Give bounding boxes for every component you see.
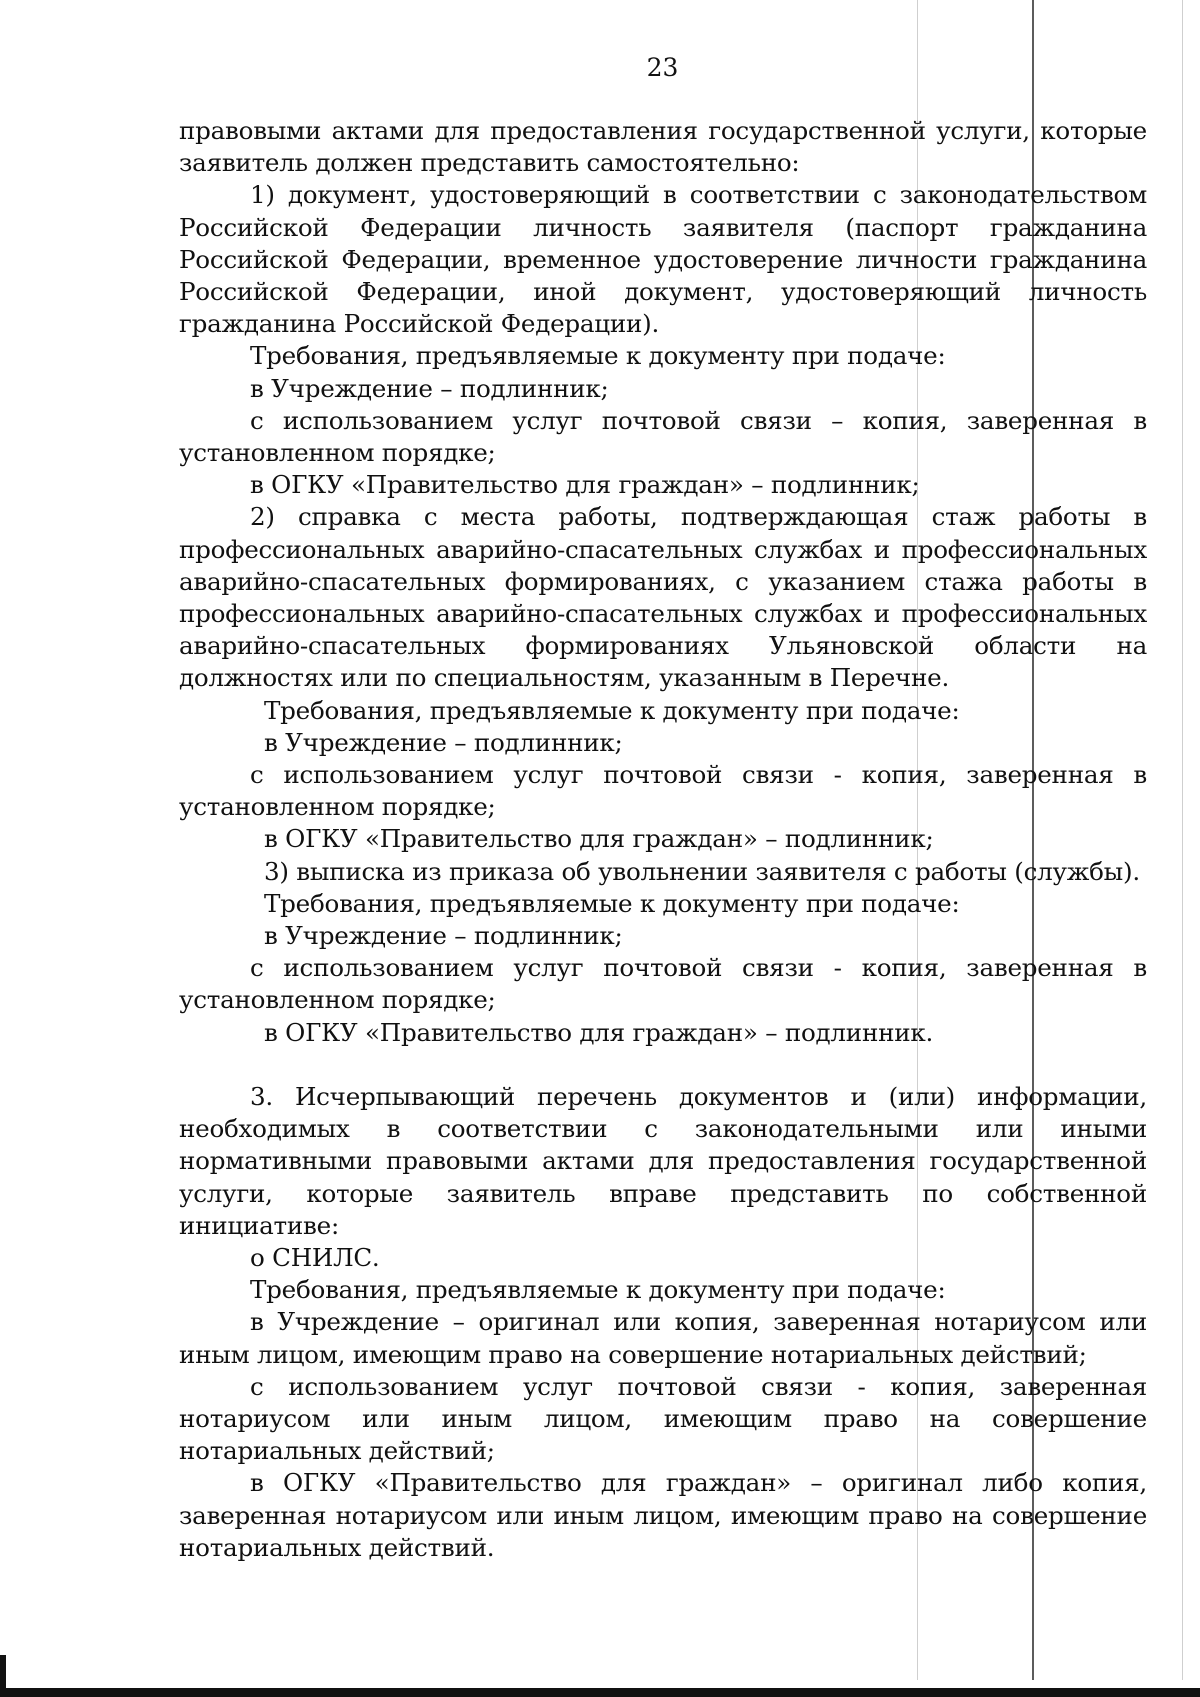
- paragraph: Требования, предъявляемые к документу при подаче:: [250, 1275, 946, 1305]
- paragraph: в Учреждение – оригинал или копия, заверенная нотариусом или иным лицом, имеющим право на совершение нотариальных действий;: [179, 1307, 1147, 1369]
- paragraph: 1) документ, удостоверяющий в соответствии с законодательством Российской Федерации личность заявителя (паспорт гражданина Российской Федерации, временное удостоверение личности гражданина Российской Федерации, иной документ, удостоверяющий личность гражданина Российской Федерации).: [179, 180, 1147, 339]
- scan-bottom-border: [0, 1688, 1200, 1697]
- paragraph: правовыми актами для предоставления государственной услуги, которые заявитель должен представить самостоятельно:: [179, 116, 1147, 178]
- document-body: [179, 115, 1147, 1564]
- paragraph: в ОГКУ «Правительство для граждан» – подлинник.: [264, 1017, 934, 1047]
- paragraph: Требования, предъявляемые к документу при подаче:: [264, 888, 960, 918]
- paragraph: Требования, предъявляемые к документу при подаче:: [250, 341, 946, 371]
- paragraph: в ОГКУ «Правительство для граждан» – оригинал либо копия, заверенная нотариусом или иным лицом, имеющим право на совершение нотариальных действий.: [179, 1468, 1147, 1562]
- paragraph: о СНИЛС.: [250, 1242, 380, 1272]
- paragraph: в ОГКУ «Правительство для граждан» – подлинник;: [250, 470, 920, 500]
- paragraph: с использованием услуг почтовой связи - копия, заверенная в установленном порядке;: [179, 953, 1147, 1015]
- paragraph: с использованием услуг почтовой связи - копия, заверенная в установленном порядке;: [179, 760, 1147, 822]
- paragraph: в ОГКУ «Правительство для граждан» – подлинник;: [264, 824, 934, 854]
- paragraph: в Учреждение – подлинник;: [264, 727, 623, 757]
- paragraph: с использованием услуг почтовой связи - копия, заверенная нотариусом или иным лицом, имеющим право на совершение нотариальных действий;: [179, 1371, 1147, 1466]
- paragraph: 2) справка с места работы, подтверждающая стаж работы в профессиональных аварийно-спасательных службах и профессиональных аварийно-спасательных формированиях, с указанием стажа работы в профессиональных аварийно-спасательных службах и профессиональных аварийно-спасательных формированиях Ульяновской области на должностях или по специальностям, указанным в Перечне.: [179, 502, 1147, 693]
- paragraph: в Учреждение – подлинник;: [264, 921, 623, 951]
- paragraph: 3) выписка из приказа об увольнении заявителя с работы (службы).: [264, 856, 1140, 886]
- scan-fold-line: [1182, 0, 1183, 1680]
- paragraph: с использованием услуг почтовой связи – копия, заверенная в установленном порядке;: [179, 405, 1147, 468]
- section-spacer: [179, 1049, 1147, 1081]
- paragraph: в Учреждение – подлинник;: [250, 373, 609, 403]
- paragraph: Требования, предъявляемые к документу при подаче:: [264, 695, 960, 725]
- page-number: 23: [646, 53, 679, 82]
- paragraph: 3. Исчерпывающий перечень документов и (или) информации, необходимых в соответствии с законодательными или иными нормативными правовыми актами для предоставления государственной услуги, которые заявитель вправе представить по собственной инициативе:: [179, 1081, 1147, 1240]
